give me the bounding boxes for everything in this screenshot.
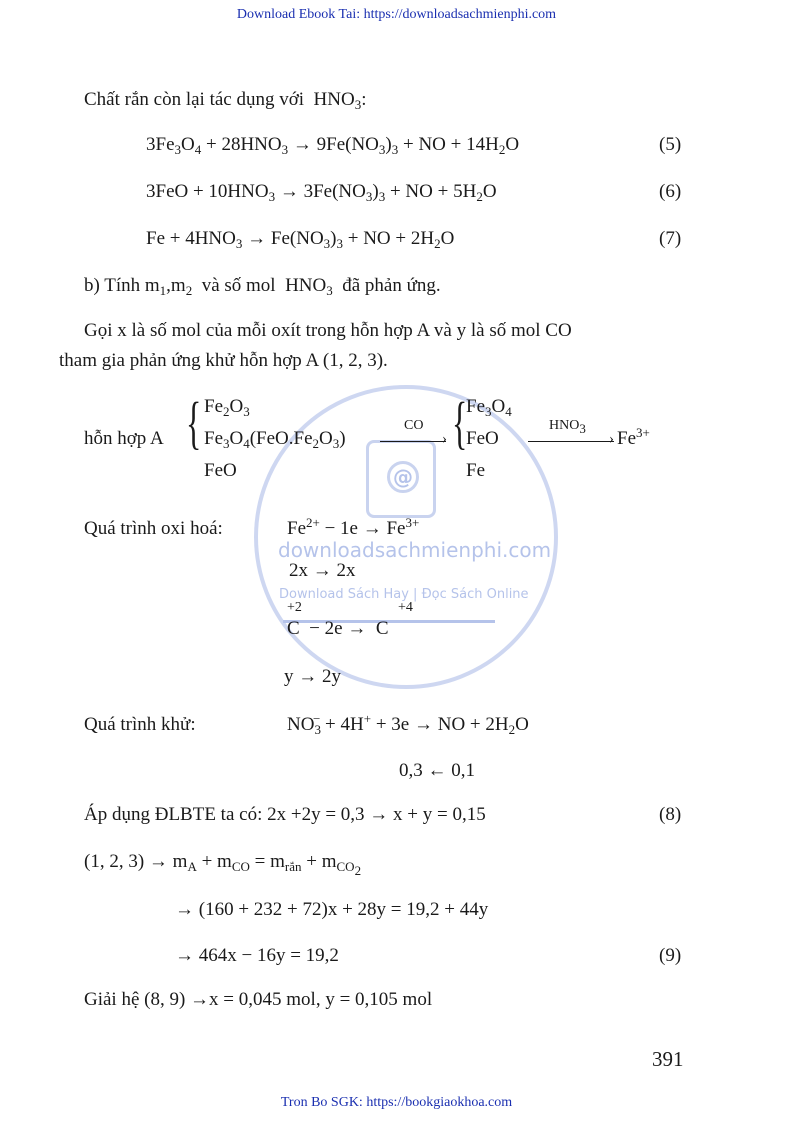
equation-7: $Fe + 4HNO_3 \to Fe(NO_3)_3$ + NO + $2H_2O$ [146,228,455,251]
oxidation-fe-moles: 2x → 2x [289,560,356,581]
footer-link[interactable]: Tron Bo SGK: https://bookgiaokhoa.com [280,1095,513,1110]
reduction-moles: 0,3 ← 0,1 [399,760,475,781]
oxidation-c-moles: y → 2y [284,666,341,687]
mixture-fe3o4: $Fe_3O_4(FeO.Fe_2O_3)$ [204,428,346,451]
mixture-feo: FeO [204,460,237,481]
reduction-label: Quá trình khử: [84,714,196,735]
oxidation-c: C − 2e → C [287,618,389,639]
oxidation-c-charge-right: +4 [398,600,413,615]
mass-balance: (1, 2, $3) \to m_A + m_{CO} = m_{rắn} + m_{CO_2}$ [84,851,362,878]
watermark-subtitle: Download Sách Hay | Đọc Sách Online [279,587,529,602]
left-brace: { [186,390,202,455]
solid-fe: Fe [466,460,485,481]
page-number: 391 [652,1047,684,1071]
hno3-arrow-label: $HNO_3$ [549,418,586,436]
paragraph-line-2: tham gia phản ứng khử hỗn hợp A (1, 2, 3). [59,350,388,371]
equation-6: $3FeO + 10HNO_3 \to 3Fe(NO_3)_3$ + NO + $5H_2O$ [146,181,497,204]
co-arrow [380,441,446,442]
equation-number-5: (5) [659,134,682,155]
solid-feo: FeO [466,428,499,449]
paragraph-line-1: Gọi x là số mol của mỗi oxít trong hỗn hợp A và y là số mol CO [84,320,572,341]
equation-number-8: (8) [659,804,682,825]
watermark-title: downloadsachmienphi.com [278,538,552,562]
solid-fe3o4: $Fe_3O_4$ [466,396,512,419]
hno3-arrow [528,441,614,442]
intro-line: Chất rắn còn lại tác dụng với $HNO_3$: [84,89,367,112]
notebook-icon: @ [366,440,436,518]
equation-number-6: (6) [659,181,682,202]
mixture-label: hỗn hợp A [84,428,164,449]
oxidation-c-charge-left: +2 [287,600,302,615]
equation-number-9: (9) [659,945,682,966]
mixture-fe2o3: $Fe_2O_3$ [204,396,250,419]
co-label: CO [404,418,424,433]
equation-number-7: (7) [659,228,682,249]
equation-5: $3Fe_3O_4 + 28HNO_3 \to 9Fe(NO_3)_3$ + NO + $14H_2O$ [146,134,520,157]
solution-line: Giải hệ (8, 9) →x = 0,045 mol, y = 0,105 mol [84,989,433,1010]
mass-step-1: → (160 + 232 + 72)x + 28y = 19,2 + 44y [175,899,489,920]
oxidation-fe: $Fe^{2+} - 1e \to Fe^{3+}$ [287,515,420,539]
conservation-line: Áp dụng ĐLBTE ta có: 2x +2y = 0,3 → x + y = 0,15 [84,804,486,825]
reduction-equation: $NO_3^- + 4H^+ + 3e$ → NO + $2H_2O$ [287,711,529,737]
fe3-ion: $Fe^{3+}$ [617,425,650,449]
right-brace: { [452,390,468,455]
part-b-heading: b) Tính $m_1,m_2$ và số mol $HNO_3$ đã phản ứng. [84,275,441,298]
header-link[interactable]: Download Ebook Tai: https://downloadsachmienphi.com [236,7,557,22]
mass-step-2: → 464x − 16y = 19,2 [175,945,339,966]
oxidation-label: Quá trình oxi hoá: [84,518,223,539]
